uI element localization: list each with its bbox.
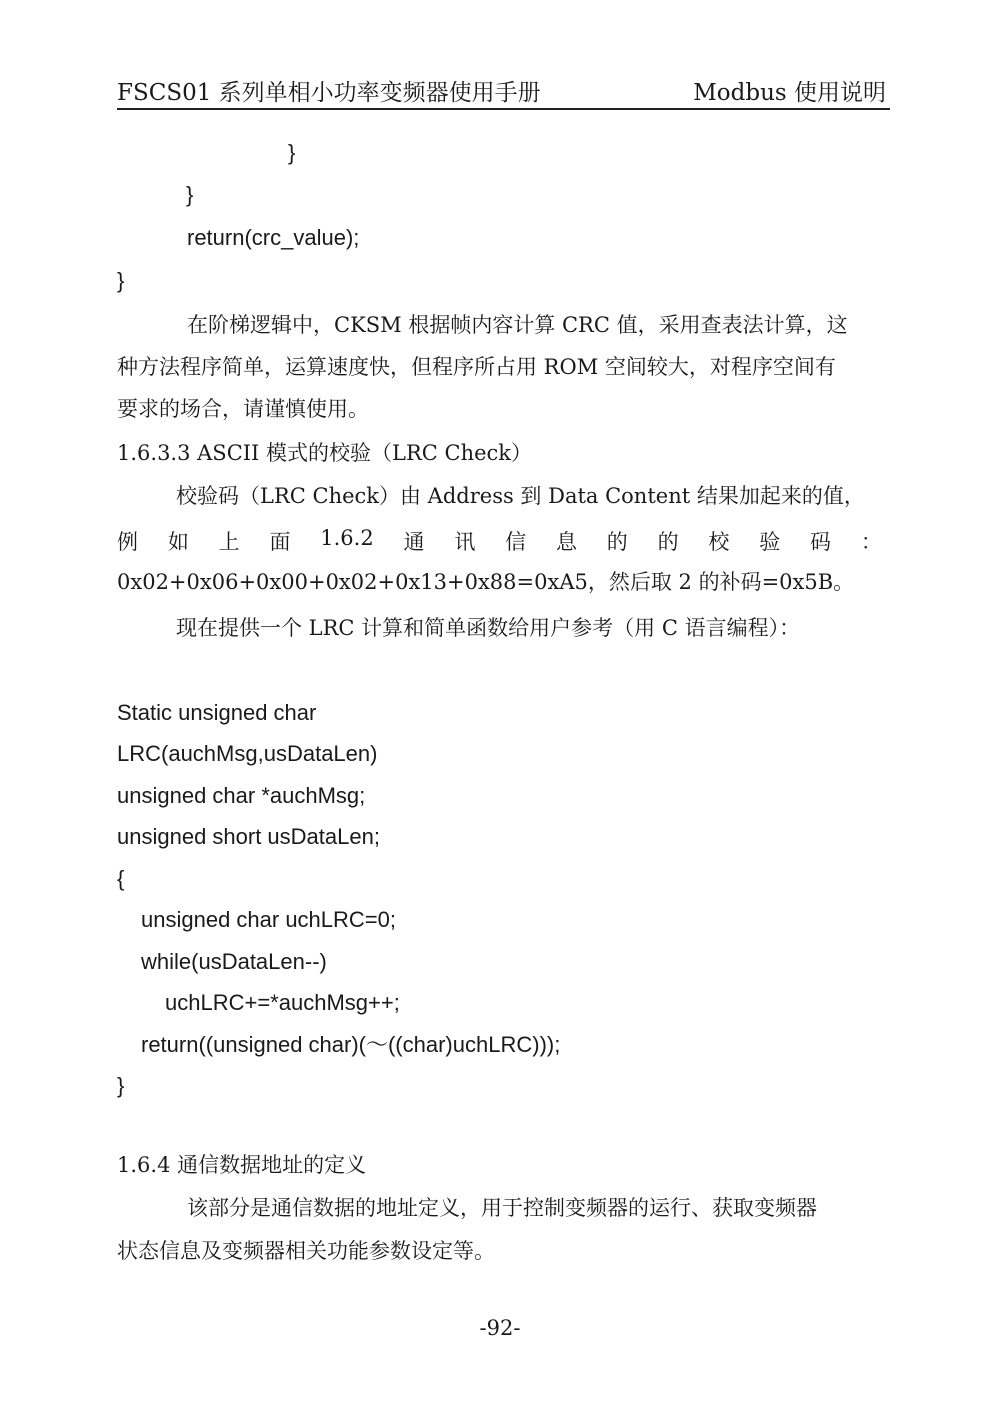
paragraph-address-line: 状态信息及变频器相关功能参数设定等。: [117, 1239, 495, 1263]
section-heading-address: 1.6.4 通信数据地址的定义: [117, 1153, 367, 1177]
lrc-token: 例: [117, 530, 138, 554]
lrc-token: 验: [759, 530, 781, 554]
header-manual-title: FSCS01 系列单相小功率变频器使用手册: [117, 80, 541, 106]
page-number: -92-: [479, 1316, 521, 1340]
code-line: {: [117, 866, 125, 891]
code-line: }: [117, 1073, 125, 1098]
code-brace-close: }: [117, 268, 125, 293]
lrc-token: 面: [269, 530, 291, 554]
lrc-token: 讯: [454, 530, 476, 554]
code-line: Static unsigned char: [117, 700, 317, 725]
paragraph-crc-line: 在阶梯逻辑中，CKSM 根据帧内容计算 CRC 值，采用查表法计算，这: [187, 313, 848, 337]
paragraph-crc-line: 要求的场合，请谨慎使用。: [117, 397, 369, 421]
code-line: return((unsigned char)(～((char)uchLRC)));: [141, 1032, 561, 1057]
lrc-token: 校: [708, 530, 730, 554]
paragraph-lrc-line-justified: [117, 526, 882, 556]
code-line: while(usDataLen--): [141, 949, 327, 974]
lrc-token: 码: [810, 530, 831, 554]
lrc-token: 1.6.2: [320, 526, 374, 550]
code-brace-close: }: [288, 140, 296, 165]
paragraph-crc-line: 种方法程序简单，运算速度快，但程序所占用 ROM 空间较大，对程序空间有: [117, 355, 836, 379]
paragraph-address-line: 该部分是通信数据的地址定义，用于控制变频器的运行、获取变频器: [187, 1196, 817, 1220]
lrc-token: 的: [606, 530, 628, 554]
lrc-token: 信: [505, 530, 527, 554]
section-heading-ascii: 1.6.3.3 ASCII 模式的校验（LRC Check）: [117, 441, 533, 465]
code-line: unsigned char *auchMsg;: [117, 783, 366, 808]
code-line: uchLRC+=*auchMsg++;: [165, 990, 400, 1015]
paragraph-lrc-line: 校验码（LRC Check）由 Address 到 Data Content 结果加起来的值，: [176, 484, 865, 508]
lrc-token: 的: [657, 530, 679, 554]
lrc-token: 息: [555, 530, 577, 554]
lrc-token: ：: [860, 530, 882, 554]
paragraph-lrc-line: 0x02+0x06+0x00+0x02+0x13+0x88=0xA5，然后取 2 的补码=0x5B。: [117, 570, 855, 594]
lrc-token: 通: [403, 530, 425, 554]
code-line: unsigned char uchLRC=0;: [141, 907, 396, 932]
header-chapter-title: Modbus 使用说明: [693, 80, 886, 106]
code-line: LRC(auchMsg,usDataLen): [117, 741, 378, 766]
code-return-crc: return(crc_value);: [187, 225, 360, 250]
lrc-token: 上: [218, 530, 240, 554]
code-line: unsigned short usDataLen;: [117, 824, 380, 849]
code-brace-close: }: [186, 182, 194, 207]
lrc-token: 如: [167, 530, 189, 554]
paragraph-lrc-intro: 现在提供一个 LRC 计算和简单函数给用户参考（用 C 语言编程）：: [176, 616, 801, 640]
page-header: [117, 70, 890, 110]
